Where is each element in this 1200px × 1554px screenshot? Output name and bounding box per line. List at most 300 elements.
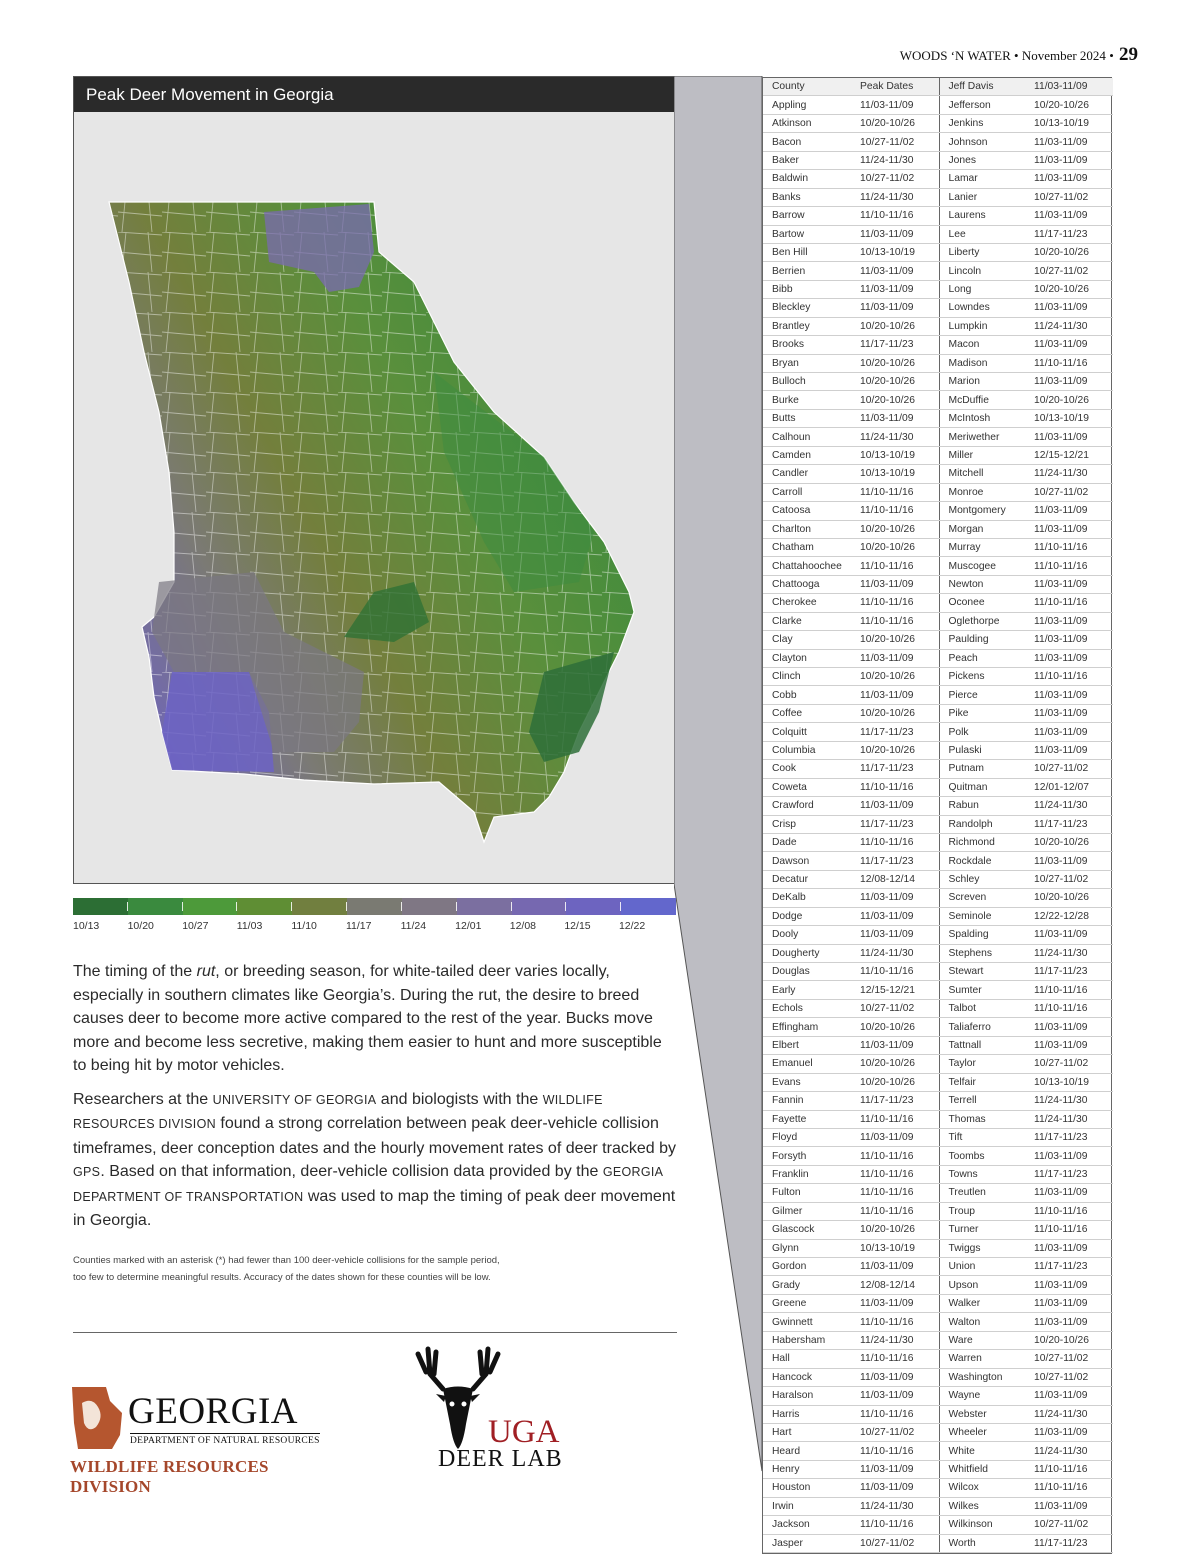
county-cell: DeKalb bbox=[763, 889, 851, 907]
peak-dates-cell: 11/03-11/09 bbox=[851, 262, 939, 280]
county-cell: Elbert bbox=[763, 1036, 851, 1054]
county-cell: Worth bbox=[939, 1534, 1025, 1552]
county-cell: Effingham bbox=[763, 1018, 851, 1036]
table-row bbox=[763, 1055, 1113, 1073]
county-cell: Charlton bbox=[763, 520, 851, 538]
peak-dates-cell: 11/03-11/09 bbox=[851, 1387, 939, 1405]
peak-dates-cell: 11/17-11/23 bbox=[1025, 963, 1113, 981]
peak-dates-cell: 11/03-11/09 bbox=[1025, 1294, 1113, 1312]
county-cell: Union bbox=[939, 1258, 1025, 1276]
peak-dates-cell: 11/24-11/30 bbox=[851, 428, 939, 446]
county-cell: Johnson bbox=[939, 133, 1025, 151]
peak-dates-cell: 11/24-11/30 bbox=[1025, 1092, 1113, 1110]
table-row bbox=[763, 1516, 1113, 1534]
county-cell: Rockdale bbox=[939, 852, 1025, 870]
peak-dates-cell: 10/27-11/02 bbox=[851, 1534, 939, 1552]
peak-dates-cell: 11/03-11/09 bbox=[1025, 1036, 1113, 1054]
county-cell: Taylor bbox=[939, 1055, 1025, 1073]
county-cell: Walton bbox=[939, 1313, 1025, 1331]
table-row bbox=[763, 557, 1113, 575]
table-row bbox=[763, 1239, 1113, 1257]
county-cell: Haralson bbox=[763, 1387, 851, 1405]
county-cell: Pulaski bbox=[939, 741, 1025, 759]
county-cell: Burke bbox=[763, 391, 851, 409]
peak-dates-cell: 11/03-11/09 bbox=[851, 1036, 939, 1054]
table-row bbox=[763, 520, 1113, 538]
table-row bbox=[763, 391, 1113, 409]
table-row bbox=[763, 225, 1113, 243]
table-row bbox=[763, 575, 1113, 593]
peak-dates-cell: 10/20-10/26 bbox=[851, 1073, 939, 1091]
county-cell: Montgomery bbox=[939, 502, 1025, 520]
legend-swatch bbox=[402, 898, 457, 915]
county-cell: Lanier bbox=[939, 188, 1025, 206]
county-cell: Floyd bbox=[763, 1128, 851, 1146]
legend-label: 12/15 bbox=[564, 920, 591, 932]
table-row bbox=[763, 704, 1113, 722]
county-cell: Hall bbox=[763, 1350, 851, 1368]
county-cell: Madison bbox=[939, 354, 1025, 372]
legend-swatch bbox=[237, 898, 292, 915]
peak-dates-cell: 11/03-11/09 bbox=[1025, 502, 1113, 520]
county-cell: Marion bbox=[939, 373, 1025, 391]
county-cell: Chattahoochee bbox=[763, 557, 851, 575]
table-row bbox=[763, 1018, 1113, 1036]
county-peak-dates-table bbox=[762, 77, 1112, 1554]
county-cell: Baker bbox=[763, 151, 851, 169]
county-cell: Bryan bbox=[763, 354, 851, 372]
table-row bbox=[763, 1534, 1113, 1552]
peak-dates-cell: 11/03-11/09 bbox=[1025, 686, 1113, 704]
county-cell: Calhoun bbox=[763, 428, 851, 446]
county-cell: Talbot bbox=[939, 999, 1025, 1017]
table-row bbox=[763, 815, 1113, 833]
peak-dates-cell: 11/10-11/16 bbox=[1025, 538, 1113, 556]
peak-dates-cell: 11/24-11/30 bbox=[851, 151, 939, 169]
county-cell: Tattnall bbox=[939, 1036, 1025, 1054]
county-cell: Forsyth bbox=[763, 1147, 851, 1165]
county-cell: Brooks bbox=[763, 336, 851, 354]
peak-dates-cell: 11/24-11/30 bbox=[1025, 317, 1113, 335]
county-cell: Morgan bbox=[939, 520, 1025, 538]
county-cell: Rabun bbox=[939, 797, 1025, 815]
legend-swatch bbox=[73, 898, 128, 915]
county-cell: Emanuel bbox=[763, 1055, 851, 1073]
county-cell: Dade bbox=[763, 833, 851, 851]
table-row bbox=[763, 1202, 1113, 1220]
county-cell: Baldwin bbox=[763, 170, 851, 188]
peak-dates-cell: 11/03-11/09 bbox=[1025, 1497, 1113, 1515]
peak-dates-cell: 11/03-11/09 bbox=[851, 797, 939, 815]
peak-dates-cell: 11/10-11/16 bbox=[851, 557, 939, 575]
legend-label: 12/01 bbox=[455, 920, 482, 932]
article-paragraph-1: The timing of the rut, or breeding season, for white-tailed deer varies locally, especially in southern climates like Georgia’s. During the rut, the desire to breed causes deer to become more active compared to the rest of the year. Bucks move more and become less secretive, making them easier to hunt and more susceptible to being hit by motor vehicles. bbox=[73, 963, 662, 1074]
peak-dates-cell: 11/03-11/09 bbox=[1025, 1147, 1113, 1165]
county-cell: Henry bbox=[763, 1460, 851, 1478]
table-row bbox=[763, 1479, 1113, 1497]
peak-dates-cell: 10/13-10/19 bbox=[1025, 409, 1113, 427]
peak-dates-cell: 10/20-10/26 bbox=[1025, 96, 1113, 114]
table-row bbox=[763, 1073, 1113, 1091]
peak-dates-cell: 11/10-11/16 bbox=[1025, 1221, 1113, 1239]
county-cell: Brantley bbox=[763, 317, 851, 335]
county-cell: Dodge bbox=[763, 907, 851, 925]
peak-dates-cell: 11/03-11/09 bbox=[851, 1258, 939, 1276]
county-cell: Warren bbox=[939, 1350, 1025, 1368]
county-cell: Candler bbox=[763, 465, 851, 483]
table-row bbox=[763, 852, 1113, 870]
county-cell: Screven bbox=[939, 889, 1025, 907]
legend-labels bbox=[73, 920, 676, 932]
county-cell: Banks bbox=[763, 188, 851, 206]
county-cell: Hancock bbox=[763, 1368, 851, 1386]
county-cell: Cherokee bbox=[763, 594, 851, 612]
county-cell: Pierce bbox=[939, 686, 1025, 704]
table-row bbox=[763, 1294, 1113, 1312]
table-row bbox=[763, 538, 1113, 556]
peak-dates-cell: 11/03-11/09 bbox=[1025, 741, 1113, 759]
peak-dates-cell: 11/03-11/09 bbox=[1025, 78, 1113, 96]
peak-dates-cell: 11/10-11/16 bbox=[851, 612, 939, 630]
table-row bbox=[763, 963, 1113, 981]
county-cell: Glynn bbox=[763, 1239, 851, 1257]
table-row bbox=[763, 465, 1113, 483]
peak-dates-cell: 10/20-10/26 bbox=[851, 1221, 939, 1239]
county-cell: Atkinson bbox=[763, 114, 851, 132]
peak-dates-cell: 11/03-11/09 bbox=[1025, 428, 1113, 446]
peak-dates-cell: 11/24-11/30 bbox=[851, 1497, 939, 1515]
legend-label: 12/08 bbox=[509, 920, 537, 932]
peak-dates-cell: 11/10-11/16 bbox=[851, 833, 939, 851]
peak-dates-cell: 11/03-11/09 bbox=[851, 1460, 939, 1478]
table-row bbox=[763, 1497, 1113, 1515]
table-row bbox=[763, 502, 1113, 520]
peak-dates-cell: 11/10-11/16 bbox=[851, 483, 939, 501]
peak-dates-cell: 11/03-11/09 bbox=[1025, 1184, 1113, 1202]
peak-dates-cell: 10/20-10/26 bbox=[851, 373, 939, 391]
county-cell: Treutlen bbox=[939, 1184, 1025, 1202]
county-cell: Oconee bbox=[939, 594, 1025, 612]
table-row bbox=[763, 944, 1113, 962]
table-row bbox=[763, 594, 1113, 612]
table-row bbox=[763, 317, 1113, 335]
peak-dates-cell: 11/03-11/09 bbox=[851, 926, 939, 944]
county-cell: Columbia bbox=[763, 741, 851, 759]
peak-dates-cell: 11/03-11/09 bbox=[1025, 336, 1113, 354]
peak-dates-cell: 11/17-11/23 bbox=[1025, 225, 1113, 243]
peak-dates-cell: 11/10-11/16 bbox=[1025, 354, 1113, 372]
table-row bbox=[763, 1313, 1113, 1331]
peak-dates-cell: 11/03-11/09 bbox=[1025, 1313, 1113, 1331]
peak-dates-cell: 10/27-11/02 bbox=[851, 170, 939, 188]
county-cell: Stewart bbox=[939, 963, 1025, 981]
peak-dates-cell: 10/20-10/26 bbox=[1025, 243, 1113, 261]
peak-dates-cell: 10/27-11/02 bbox=[851, 999, 939, 1017]
county-cell: Towns bbox=[939, 1165, 1025, 1183]
county-cell: Schley bbox=[939, 870, 1025, 888]
peak-dates-cell: 11/24-11/30 bbox=[851, 944, 939, 962]
county-cell: Berrien bbox=[763, 262, 851, 280]
county-cell: Peach bbox=[939, 649, 1025, 667]
dnr-division-text: WILDLIFE RESOURCES DIVISION bbox=[70, 1457, 269, 1496]
county-cell: Newton bbox=[939, 575, 1025, 593]
peak-dates-cell: 11/03-11/09 bbox=[1025, 575, 1113, 593]
county-cell: Lowndes bbox=[939, 299, 1025, 317]
county-cell: Pike bbox=[939, 704, 1025, 722]
peak-dates-cell: 12/01-12/07 bbox=[1025, 778, 1113, 796]
county-cell: Glascock bbox=[763, 1221, 851, 1239]
table-row bbox=[763, 114, 1113, 132]
peak-dates-cell: 11/24-11/30 bbox=[851, 1331, 939, 1349]
peak-dates-cell: 10/27-11/02 bbox=[1025, 1055, 1113, 1073]
table-row bbox=[763, 686, 1113, 704]
table-row bbox=[763, 170, 1113, 188]
county-cell: Butts bbox=[763, 409, 851, 427]
table-row bbox=[763, 280, 1113, 298]
county-cell: Ben Hill bbox=[763, 243, 851, 261]
table-row bbox=[763, 96, 1113, 114]
county-cell: Macon bbox=[939, 336, 1025, 354]
peak-dates-cell: 11/10-11/16 bbox=[1025, 557, 1113, 575]
peak-dates-cell: 10/27-11/02 bbox=[1025, 1368, 1113, 1386]
peak-dates-cell: 11/03-11/09 bbox=[1025, 723, 1113, 741]
legend-swatch bbox=[621, 898, 676, 915]
county-cell: Jefferson bbox=[939, 96, 1025, 114]
table-row bbox=[763, 299, 1113, 317]
peak-dates-cell: 11/03-11/09 bbox=[1025, 170, 1113, 188]
county-cell: Thomas bbox=[939, 1110, 1025, 1128]
peak-dates-cell: 11/03-11/09 bbox=[851, 889, 939, 907]
peak-dates-cell: 10/13-10/19 bbox=[1025, 1073, 1113, 1091]
peak-dates-cell: 10/20-10/26 bbox=[851, 1018, 939, 1036]
table-row bbox=[763, 1221, 1113, 1239]
page-header: WOODS ‘N WATER • November 2024 • 29 bbox=[899, 44, 1138, 65]
county-cell: Colquitt bbox=[763, 723, 851, 741]
peak-dates-cell: 11/03-11/09 bbox=[851, 96, 939, 114]
peak-dates-cell: 11/17-11/23 bbox=[851, 723, 939, 741]
county-cell: Monroe bbox=[939, 483, 1025, 501]
county-cell: Twiggs bbox=[939, 1239, 1025, 1257]
county-cell: Meriwether bbox=[939, 428, 1025, 446]
peak-dates-cell: 11/03-11/09 bbox=[851, 1294, 939, 1312]
peak-dates-cell: 11/24-11/30 bbox=[1025, 944, 1113, 962]
peak-dates-cell: 10/20-10/26 bbox=[1025, 889, 1113, 907]
county-cell: Crisp bbox=[763, 815, 851, 833]
county-cell: Toombs bbox=[939, 1147, 1025, 1165]
county-cell: Miller bbox=[939, 446, 1025, 464]
peak-dates-cell: 11/03-11/09 bbox=[851, 575, 939, 593]
table-row bbox=[763, 1368, 1113, 1386]
county-cell: Quitman bbox=[939, 778, 1025, 796]
peak-dates-cell: 10/27-11/02 bbox=[851, 1423, 939, 1441]
peak-dates-cell: 10/20-10/26 bbox=[851, 631, 939, 649]
peak-dates-cell: 11/03-11/09 bbox=[1025, 1239, 1113, 1257]
county-cell: Wilkes bbox=[939, 1497, 1025, 1515]
article-paragraph-2: Researchers at the UNIVERSITY OF GEORGIA and biologists with the WILDLIFE RESOURCES DIVISION found a strong correlation between peak deer-vehicle collision timeframes, deer conception dates and the hourly movement rates of deer tracked by GPS. Based on that information, deer-vehicle collision data provided by the GEORGIA DEPARTMENT OF TRANSPORTATION was used to map the timing of peak deer movement in Georgia. bbox=[73, 1090, 676, 1229]
peak-dates-cell: 11/10-11/16 bbox=[851, 1202, 939, 1220]
peak-dates-cell: 11/10-11/16 bbox=[851, 1147, 939, 1165]
table-row bbox=[763, 1405, 1113, 1423]
table-row bbox=[763, 999, 1113, 1017]
peak-dates-cell: 10/20-10/26 bbox=[851, 668, 939, 686]
county-cell: Lincoln bbox=[939, 262, 1025, 280]
peak-dates-cell: 11/17-11/23 bbox=[851, 336, 939, 354]
legend-label: 11/24 bbox=[400, 920, 427, 932]
county-cell: Bacon bbox=[763, 133, 851, 151]
peak-dates-cell: 10/20-10/26 bbox=[1025, 833, 1113, 851]
legend-label: 10/27 bbox=[182, 920, 209, 932]
county-cell: Wheeler bbox=[939, 1423, 1025, 1441]
legend-label: 11/10 bbox=[291, 920, 317, 932]
county-cell: Telfair bbox=[939, 1073, 1025, 1091]
peak-dates-cell: 11/03-11/09 bbox=[1025, 373, 1113, 391]
county-cell: Ware bbox=[939, 1331, 1025, 1349]
peak-dates-cell: 11/03-11/09 bbox=[1025, 1387, 1113, 1405]
county-cell: Coffee bbox=[763, 704, 851, 722]
peak-dates-cell: 10/20-10/26 bbox=[1025, 391, 1113, 409]
table-row bbox=[763, 889, 1113, 907]
county-cell: Harris bbox=[763, 1405, 851, 1423]
table-row bbox=[763, 373, 1113, 391]
peak-dates-cell: 11/03-11/09 bbox=[1025, 852, 1113, 870]
county-cell: Clarke bbox=[763, 612, 851, 630]
table-row bbox=[763, 1423, 1113, 1441]
county-cell: Lee bbox=[939, 225, 1025, 243]
peak-dates-cell: 11/17-11/23 bbox=[851, 852, 939, 870]
county-cell: Franklin bbox=[763, 1165, 851, 1183]
peak-dates-cell: 11/10-11/16 bbox=[851, 1516, 939, 1534]
county-cell: Terrell bbox=[939, 1092, 1025, 1110]
table-row bbox=[763, 262, 1113, 280]
peak-dates-cell: 10/27-11/02 bbox=[1025, 483, 1113, 501]
uga-text: UGA bbox=[488, 1414, 560, 1450]
table-row bbox=[763, 1147, 1113, 1165]
peak-dates-cell: 11/17-11/23 bbox=[1025, 1128, 1113, 1146]
peak-dates-cell: 11/03-11/09 bbox=[851, 1479, 939, 1497]
county-cell: Putnam bbox=[939, 760, 1025, 778]
table-row bbox=[763, 631, 1113, 649]
peak-dates-cell: 11/10-11/16 bbox=[851, 1405, 939, 1423]
county-cell: Gordon bbox=[763, 1258, 851, 1276]
table-row bbox=[763, 483, 1113, 501]
county-cell: Muscogee bbox=[939, 557, 1025, 575]
county-cell: Clinch bbox=[763, 668, 851, 686]
county-cell: Lumpkin bbox=[939, 317, 1025, 335]
table-row bbox=[763, 1165, 1113, 1183]
table-row bbox=[763, 446, 1113, 464]
county-cell: Fannin bbox=[763, 1092, 851, 1110]
county-cell: Dawson bbox=[763, 852, 851, 870]
county-cell: Sumter bbox=[939, 981, 1025, 999]
legend-label: 11/03 bbox=[236, 920, 263, 932]
peak-dates-cell: 11/03-11/09 bbox=[1025, 207, 1113, 225]
county-cell: Chattooga bbox=[763, 575, 851, 593]
county-cell: Fulton bbox=[763, 1184, 851, 1202]
county-cell: Jeff Davis bbox=[939, 78, 1025, 96]
peak-dates-cell: 11/10-11/16 bbox=[851, 207, 939, 225]
county-cell: Whitfield bbox=[939, 1460, 1025, 1478]
county-cell: Spalding bbox=[939, 926, 1025, 944]
divider bbox=[73, 1332, 677, 1333]
table-connector-panel bbox=[674, 76, 764, 1476]
county-cell: Habersham bbox=[763, 1331, 851, 1349]
peak-dates-cell: 10/27-11/02 bbox=[1025, 760, 1113, 778]
peak-dates-cell: 10/27-11/02 bbox=[1025, 1516, 1113, 1534]
county-cell: Evans bbox=[763, 1073, 851, 1091]
peak-dates-cell: 10/27-11/02 bbox=[1025, 1350, 1113, 1368]
county-cell: Fayette bbox=[763, 1110, 851, 1128]
map-panel bbox=[73, 76, 675, 884]
peak-dates-cell: 11/10-11/16 bbox=[851, 1165, 939, 1183]
county-cell: Catoosa bbox=[763, 502, 851, 520]
county-cell: Carroll bbox=[763, 483, 851, 501]
legend-label: 11/17 bbox=[345, 920, 372, 932]
peak-dates-cell: 11/03-11/09 bbox=[1025, 520, 1113, 538]
peak-dates-cell: 10/20-10/26 bbox=[851, 704, 939, 722]
peak-dates-cell: 11/03-11/09 bbox=[1025, 649, 1113, 667]
peak-dates-cell: 11/10-11/16 bbox=[1025, 1202, 1113, 1220]
peak-dates-cell: 11/10-11/16 bbox=[851, 1442, 939, 1460]
county-cell: Webster bbox=[939, 1405, 1025, 1423]
county-cell: McIntosh bbox=[939, 409, 1025, 427]
peak-dates-cell: 11/10-11/16 bbox=[851, 1350, 939, 1368]
peak-dates-cell: 10/20-10/26 bbox=[851, 391, 939, 409]
peak-dates-cell: 12/22-12/28 bbox=[1025, 907, 1113, 925]
county-cell: Clay bbox=[763, 631, 851, 649]
peak-dates-cell: 11/03-11/09 bbox=[851, 409, 939, 427]
map-title: Peak Deer Movement in Georgia bbox=[74, 77, 674, 112]
dnr-georgia-text: GEORGIA bbox=[128, 1391, 298, 1432]
legend-color-bar bbox=[73, 898, 676, 915]
county-cell: Paulding bbox=[939, 631, 1025, 649]
peak-dates-cell: 11/17-11/23 bbox=[1025, 1534, 1113, 1552]
article-body bbox=[73, 960, 679, 1243]
county-cell: Gilmer bbox=[763, 1202, 851, 1220]
table-row bbox=[763, 1387, 1113, 1405]
county-cell: Camden bbox=[763, 446, 851, 464]
peak-dates-cell: 11/10-11/16 bbox=[851, 1313, 939, 1331]
table-row bbox=[763, 981, 1113, 999]
county-cell: Lamar bbox=[939, 170, 1025, 188]
peak-dates-cell: 11/03-11/09 bbox=[1025, 299, 1113, 317]
peak-dates-cell: 11/03-11/09 bbox=[851, 1368, 939, 1386]
peak-dates-cell: 11/10-11/16 bbox=[1025, 999, 1113, 1017]
peak-dates-cell: 11/10-11/16 bbox=[851, 594, 939, 612]
table-row bbox=[763, 1331, 1113, 1349]
peak-dates-cell: 10/13-10/19 bbox=[851, 1239, 939, 1257]
peak-dates-cell: 10/20-10/26 bbox=[851, 538, 939, 556]
county-cell: Seminole bbox=[939, 907, 1025, 925]
county-cell: Hart bbox=[763, 1423, 851, 1441]
issue-date: November 2024 bbox=[1021, 48, 1106, 63]
legend-swatch bbox=[457, 898, 512, 915]
county-cell: Taliaferro bbox=[939, 1018, 1025, 1036]
peak-dates-cell: 11/03-11/09 bbox=[851, 225, 939, 243]
georgia-county-map bbox=[74, 112, 674, 883]
column-header-peak-dates: Peak Dates bbox=[851, 78, 939, 96]
table-row bbox=[763, 797, 1113, 815]
peak-dates-cell: 11/17-11/23 bbox=[1025, 1258, 1113, 1276]
county-cell: Liberty bbox=[939, 243, 1025, 261]
peak-dates-cell: 11/10-11/16 bbox=[851, 1110, 939, 1128]
table-row bbox=[763, 833, 1113, 851]
table-row bbox=[763, 336, 1113, 354]
peak-dates-cell: 11/17-11/23 bbox=[851, 815, 939, 833]
peak-dates-cell: 10/27-11/02 bbox=[1025, 188, 1113, 206]
peak-dates-cell: 11/10-11/16 bbox=[851, 778, 939, 796]
table-row bbox=[763, 1276, 1113, 1294]
county-cell: Polk bbox=[939, 723, 1025, 741]
